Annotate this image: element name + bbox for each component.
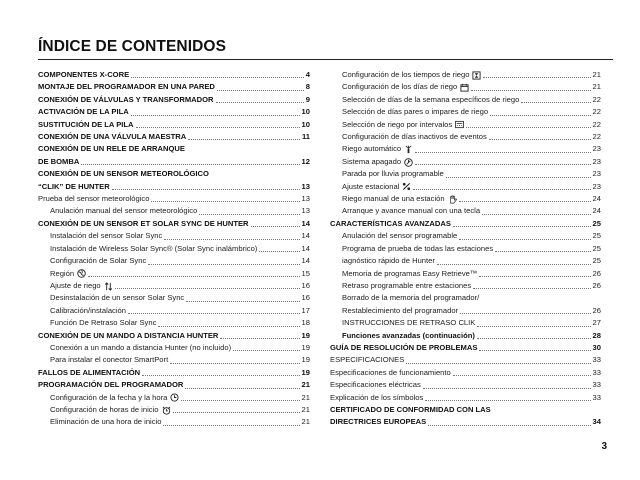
dot-leader (482, 214, 591, 215)
dot-leader (163, 425, 299, 426)
toc-entry (38, 305, 310, 317)
toc-entry (330, 292, 601, 317)
toc-entry (330, 255, 601, 267)
dot-leader (131, 77, 304, 78)
toc-entry-title: CONEXIÓN DE VÁLVULAS Y TRANSFORMADOR (38, 94, 214, 104)
dot-leader (220, 338, 299, 339)
toc-entry-title: Anulación del sensor programable (342, 231, 458, 241)
toc-entry-page: 4 (305, 70, 310, 79)
toc-entry-title: ACTIVACIÓN DE LA PILA (38, 107, 129, 117)
toc-entry (330, 94, 601, 106)
toc-entry-title: Conexión a un mando a distancia Hunter (no incluido) (50, 342, 232, 352)
toc-entry-title: Ajuste de riego (50, 280, 101, 290)
toc-entry-title: Instalación del sensor Solar Sync (50, 231, 163, 241)
toc-entry (38, 143, 310, 168)
toc-entry-page: 33 (592, 380, 601, 390)
globe-icon (77, 269, 86, 278)
toc-entry (38, 81, 310, 93)
dot-leader (473, 288, 590, 289)
toc-entry-title: ESPECIFICACIONES (330, 355, 405, 365)
toc-entry (330, 379, 601, 391)
toc-entry-page: 30 (592, 342, 601, 352)
toc-entry (330, 280, 601, 292)
dot-leader (188, 139, 300, 140)
toc-entry-page: 33 (592, 367, 601, 377)
dot-leader (459, 239, 590, 240)
toc-entry-title: Configuración de los tiempos de riego (342, 70, 470, 79)
dot-leader (131, 115, 300, 116)
toc-entry (330, 156, 601, 168)
dot-leader (158, 326, 299, 327)
toc-entry (38, 268, 310, 280)
toc-entry-page: 19 (301, 355, 310, 365)
toc-entry-page: 11 (301, 132, 310, 142)
toc-entry (330, 168, 601, 180)
toc-entry (330, 143, 601, 155)
toc-entry-page: 25 (592, 218, 601, 228)
dot-leader (521, 102, 590, 103)
toc-entry-title: Sistema apagado (342, 156, 402, 166)
toc-entry-page: 23 (592, 144, 601, 154)
toc-entry-title: Memoria de programas Easy Retrieve™ (342, 268, 478, 278)
toc-entry-title: Funciones avanzadas (continuación) (342, 330, 475, 340)
toc-entry-page: 10 (301, 119, 310, 129)
toc-entry (38, 292, 310, 304)
dot-leader (88, 276, 299, 277)
toc-entry-page: 23 (592, 156, 601, 166)
toc-entry-title: Selección de días pares o impares de riego (342, 107, 489, 117)
toc-entry (38, 131, 310, 143)
toc-entry-title: CONEXIÓN DE UN MANDO A DISTANCIA HUNTER (38, 330, 219, 340)
toc-entry-title: Calibración/instalación (50, 305, 126, 315)
dot-leader (471, 90, 590, 91)
interval-icon (455, 120, 464, 129)
toc-entry-title: Selección de riego por intervalos (342, 119, 453, 129)
dot-leader (413, 189, 590, 190)
dot-leader (181, 400, 299, 401)
toc-entry-title: Riego automático (342, 144, 402, 154)
toc-entry-page: 16 (301, 293, 310, 303)
toc-entry-page: 12 (301, 156, 310, 166)
toc-entry-page: 21 (301, 380, 310, 390)
dot-leader (217, 90, 304, 91)
toc-entry-page: 24 (592, 206, 601, 216)
dot-leader (466, 127, 590, 128)
dot-leader (495, 251, 590, 252)
toc-entry-page: 19 (301, 342, 310, 352)
toc-left-column (38, 69, 310, 429)
toc-entry-page: 27 (592, 318, 601, 328)
toc-entry-title: CONEXIÓN DE UNA VÁLVULA MAESTRA (38, 132, 187, 142)
toc-entry-page: 25 (592, 231, 601, 241)
hand-icon (448, 195, 457, 204)
toc-entry (330, 354, 601, 366)
toc-entry-page: 25 (592, 256, 601, 266)
toc-entry-title: Programa de prueba de todas las estaciones (342, 243, 494, 253)
dot-leader (259, 251, 299, 252)
toc-entry-title: Configuración de días inactivos de eventos (342, 132, 487, 142)
dot-leader (453, 375, 591, 376)
toc-entry (38, 243, 310, 255)
updown-icon (104, 282, 113, 291)
toc-entry-page: 13 (301, 181, 310, 191)
toc-entry-page: 14 (301, 231, 310, 241)
toc-entry-page: 17 (301, 305, 310, 315)
clock-icon (170, 393, 179, 402)
toc-entry-title: MONTAJE DEL PROGRAMADOR EN UNA PARED (38, 82, 215, 92)
toc-entry-title: Para instalar el conector SmartPort (50, 355, 169, 365)
toc-entry-title: Configuración de los días de riego (342, 82, 458, 92)
toc-entry-page: 22 (592, 119, 601, 129)
dot-leader (185, 388, 299, 389)
toc-entry (38, 280, 310, 292)
dot-leader (459, 201, 591, 202)
dot-leader (170, 363, 299, 364)
toc-entry (38, 404, 310, 416)
toc-entry-title: Función De Retraso Solar Sync (50, 318, 157, 328)
dot-leader (142, 375, 299, 376)
toc-entry (330, 81, 601, 93)
page-number: 3 (601, 441, 607, 452)
toc-entry-title: Desinstalación de un sensor Solar Sync (50, 293, 185, 303)
toc-entry-title: Configuración de la fecha y la hora (50, 392, 168, 402)
toc-entry (38, 205, 310, 217)
toc-entry (330, 268, 601, 280)
power-icon (404, 158, 413, 167)
toc-entry-title: Explicación de los símbolos (330, 392, 424, 402)
toc-entry (38, 119, 310, 131)
toc-entry (38, 317, 310, 329)
toc-entry-title: FALLOS DE ALIMENTACIÓN (38, 367, 141, 377)
toc-entry (38, 255, 310, 267)
toc-entry-page: 34 (592, 417, 601, 427)
toc-entry (330, 367, 601, 379)
dot-leader (489, 139, 591, 140)
toc-entry (38, 367, 310, 379)
dot-leader (437, 264, 591, 265)
dot-leader (136, 127, 300, 128)
dot-leader (477, 326, 590, 327)
percent-icon (402, 182, 411, 191)
toc-entry-title: Arranque y avance manual con una tecla (342, 206, 481, 216)
toc-entry-page: 23 (592, 169, 601, 179)
toc-entry-title: Región (50, 268, 75, 278)
toc-entry-page: 21 (301, 404, 310, 414)
toc-entry-page: 25 (592, 243, 601, 253)
toc-entry-title: DIRECTRICES EUROPEAS (330, 417, 427, 427)
toc-entry-page: 16 (301, 280, 310, 290)
dot-leader (233, 350, 299, 351)
dot-leader (490, 115, 590, 116)
toc-entry (330, 119, 601, 131)
toc-entry-title: Anulación manual del sensor meteorológico (50, 206, 198, 216)
toc-entry-title: Retraso programable entre estaciones (342, 280, 472, 290)
dot-leader (112, 189, 300, 190)
toc-entry-page: 26 (592, 268, 601, 278)
dot-leader (406, 363, 590, 364)
toc-entry (330, 193, 601, 205)
toc-entry (38, 168, 310, 193)
toc-right-column (330, 69, 601, 429)
dot-leader (151, 201, 299, 202)
dot-leader (216, 102, 304, 103)
toc-entry (38, 342, 310, 354)
toc-entry-page: 26 (592, 305, 601, 315)
toc-entry-title: COMPONENTES X-CORE (38, 70, 130, 79)
toc-entry-page: 28 (592, 330, 601, 340)
toc-entry (38, 416, 310, 428)
toc-entry (38, 379, 310, 391)
toc-entry (330, 69, 601, 81)
toc-entry (38, 106, 310, 118)
toc-entry (330, 106, 601, 118)
toc-entry (330, 218, 601, 230)
toc-entry-page: 21 (592, 70, 601, 79)
dot-leader (479, 276, 590, 277)
sprinkler-icon (404, 145, 413, 154)
dot-leader (81, 164, 299, 165)
toc-entry-title: GUÍA DE RESOLUCIÓN DE PROBLEMAS (330, 342, 478, 352)
dot-leader (148, 264, 299, 265)
toc-entry-title: INSTRUCCIONES DE RETRASO CLIK (342, 318, 476, 328)
toc-entry-title: Configuración de horas de inicio (50, 404, 159, 414)
toc-entry-page: 18 (301, 318, 310, 328)
toc-entry (330, 243, 601, 255)
toc-entry-page: 13 (301, 206, 310, 216)
toc-entry-page: 23 (592, 181, 601, 191)
toc-entry (330, 342, 601, 354)
toc-entry-title-line1: CONEXIÓN DE UN SENSOR METEOROLÓGICO (38, 169, 209, 179)
toc-entry-page: 33 (592, 355, 601, 365)
toc-entry-page: 21 (592, 82, 601, 92)
toc-entry-title: Especificaciones de funcionamiento (330, 367, 451, 377)
toc-entry-title: iagnóstico rápido de Hunter (342, 256, 435, 266)
alarm-icon (162, 406, 171, 415)
calendar-icon (460, 83, 469, 92)
toc-entry-title: Configuración de Solar Sync (50, 256, 147, 266)
toc-entry-title: Instalación de Wireless Solar Sync® (Solar Sync inalámbrico) (50, 243, 258, 253)
toc-entry-title: DE BOMBA (38, 156, 80, 166)
toc-entry-page: 22 (592, 132, 601, 142)
toc-entry-page: 10 (301, 107, 310, 117)
toc-entry (330, 181, 601, 193)
toc-entry-title: Ajuste estacional (342, 181, 400, 191)
toc-entry (330, 330, 601, 342)
dot-leader (483, 77, 590, 78)
dot-leader (164, 239, 299, 240)
page-title: ÍNDICE DE CONTENIDOS (38, 38, 227, 55)
toc-entry-page: 14 (301, 256, 310, 266)
toc-entry (38, 354, 310, 366)
toc-entry-title: CONEXIÓN DE UN SENSOR ET SOLAR SYNC DE HUNTER (38, 218, 249, 228)
toc-entry-page: 13 (301, 194, 310, 204)
dot-leader (251, 226, 300, 227)
toc-entry-title: SUSTITUCIÓN DE LA PILA (38, 119, 134, 129)
toc-entry-title-line1: CERTIFICADO DE CONFORMIDAD CON LAS (330, 404, 491, 414)
toc-entry-page: 9 (305, 94, 310, 104)
toc-entry-title: PROGRAMACIÓN DEL PROGRAMADOR (38, 380, 184, 390)
dot-leader (425, 400, 590, 401)
dot-leader (423, 388, 591, 389)
toc-entry (38, 69, 310, 81)
toc-entry-page: 33 (592, 392, 601, 402)
toc-entry (38, 193, 310, 205)
toc-entry-title-line1: CONEXIÓN DE UN RELE DE ARRANQUE (38, 144, 185, 154)
toc-entry (330, 404, 601, 429)
dot-leader (415, 152, 590, 153)
dot-leader (453, 226, 591, 227)
toc-entry (38, 94, 310, 106)
toc-entry-title: Restablecimiento del programador (342, 305, 459, 315)
toc-entry (38, 230, 310, 242)
toc-entry (330, 205, 601, 217)
toc-entry-title: Parada por lluvia programable (342, 169, 444, 179)
toc-entry (38, 392, 310, 404)
toc-entry-page: 8 (305, 82, 310, 92)
toc-entry (330, 392, 601, 404)
dot-leader (186, 301, 299, 302)
dot-leader (446, 177, 591, 178)
dot-leader (479, 350, 590, 351)
dot-leader (428, 425, 590, 426)
toc-entry-page: 22 (592, 94, 601, 104)
toc-entry-page: 19 (301, 330, 310, 340)
dot-leader (415, 164, 590, 165)
toc-entry-title: “CLIK” DE HUNTER (38, 181, 110, 191)
dot-leader (477, 338, 591, 339)
toc-entry-title: Riego manual de una estación (342, 194, 445, 204)
toc-entry-title: Prueba del sensor meteorológico (38, 194, 150, 204)
toc-entry-page: 21 (301, 417, 310, 427)
dot-leader (460, 313, 590, 314)
dot-leader (173, 412, 300, 413)
hourglass-icon (472, 71, 481, 80)
toc-entry (38, 218, 310, 230)
toc-entry-title-line1: Borrado de la memoria del programador/ (342, 293, 480, 303)
toc-entry-page: 15 (301, 268, 310, 278)
dot-leader (199, 214, 299, 215)
toc-entry-page: 14 (301, 218, 310, 228)
toc-entry (330, 317, 601, 329)
dot-leader (128, 313, 300, 314)
title-divider (38, 59, 613, 60)
toc-entry-page: 21 (301, 392, 310, 402)
toc-entry-page: 22 (592, 107, 601, 117)
toc-entry (330, 131, 601, 143)
toc-entry (38, 330, 310, 342)
dot-leader (115, 288, 300, 289)
toc-entry-page: 14 (301, 243, 310, 253)
toc-entry-title: CARACTERÍSTICAS AVANZADAS (330, 218, 451, 228)
toc-entry-title: Selección de días de la semana específicos de riego (342, 94, 520, 104)
toc-entry-page: 19 (301, 367, 310, 377)
toc-entry-title: Eliminación de una hora de inicio (50, 417, 162, 427)
toc-entry-page: 26 (592, 280, 601, 290)
toc-entry-title: Especificaciones eléctricas (330, 380, 421, 390)
toc-entry (330, 230, 601, 242)
toc-entry-page: 24 (592, 194, 601, 204)
